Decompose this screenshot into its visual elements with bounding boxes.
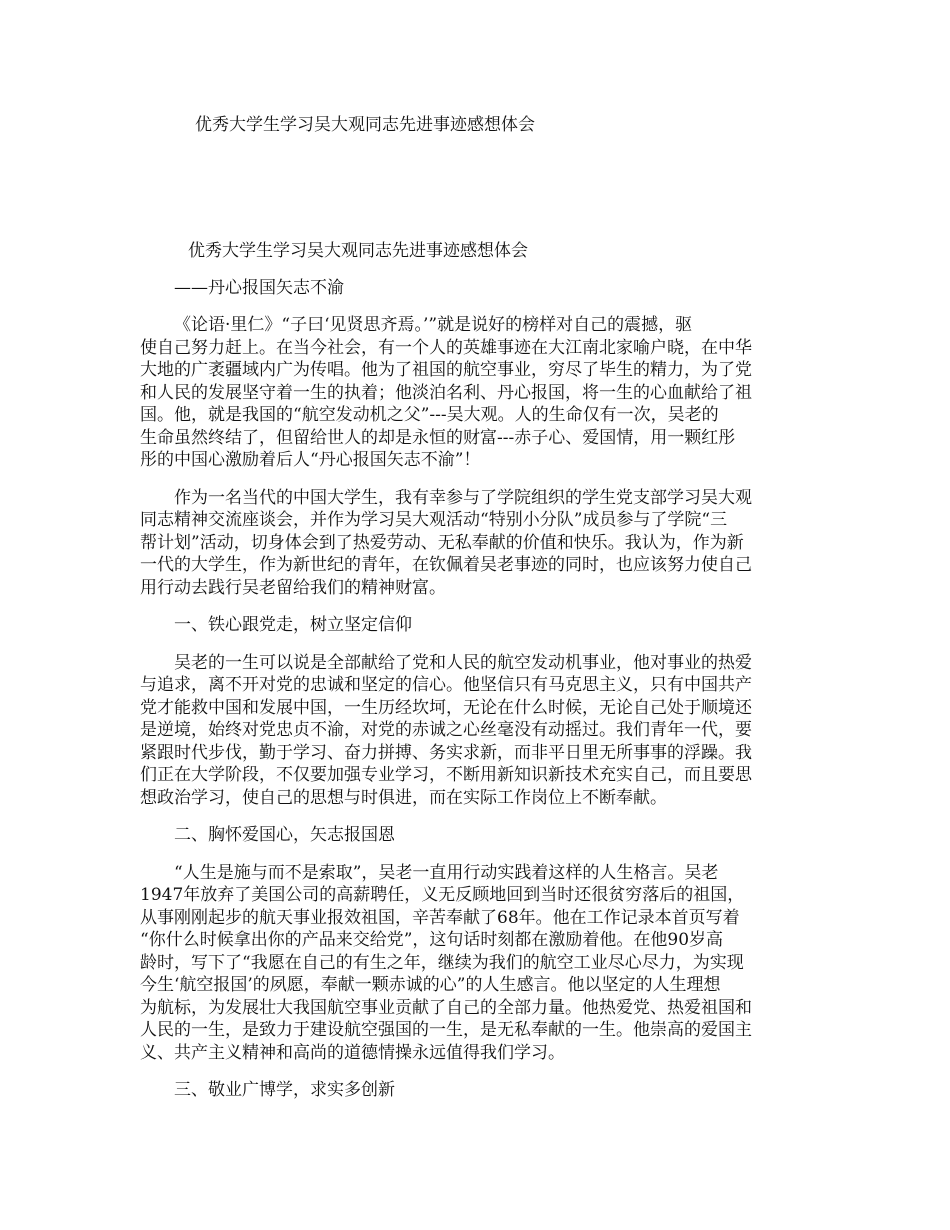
paragraph-line: 是逆境，始终对党忠贞不渝，对党的赤诚之心丝毫没有动摇过。我们青年一代，要: [140, 720, 752, 740]
paragraph-line: 今生‘航空报国’的夙愿，奉献一颗赤诚的心”的人生感言。他以坚定的人生理想: [140, 975, 721, 995]
paragraph-3: [140, 652, 812, 810]
paragraph-line: 们正在大学阶段，不仅要加强专业学习，不断用新知识新技术充实自己，而且要思: [140, 765, 752, 785]
paragraph-1: [140, 314, 812, 472]
paragraph-line: 龄时，写下了“我愿在自己的有生之年，继续为我们的航空工业尽心尽力，为实现: [140, 952, 744, 973]
paragraph-line: 生命虽然终结了，但留给世人的却是永恒的财富---赤子心、爱国情，用一颗红彤: [140, 427, 736, 448]
paragraph-line: 想政治学习，使自己的思想与时俱进，而在实际工作岗位上不断奉献。: [140, 787, 667, 808]
paragraph-line: 同志精神交流座谈会，并作为学习吴大观活动“特别小分队”成员参与了学院“三: [140, 510, 728, 530]
section-heading: 一、铁心跟党走，树立坚定信仰: [174, 615, 412, 635]
document-title: 优秀大学生学习吴大观同志先进事迹感想体会: [195, 115, 535, 135]
paragraph-line: 1947年放弃了美国公司的高薪聘任，义无反顾地回到当时还很贫穷落后的祖国，: [140, 885, 745, 905]
paragraph-line: 国。他，就是我国的“航空发动机之父”---吴大观。人的生命仅有一次，吴老的: [140, 405, 719, 425]
document-body: [140, 240, 812, 1102]
paragraph-line: 与追求，离不开对党的忠诚和坚定的信心。他坚信只有马克思主义，只有中国共产: [140, 675, 752, 695]
paragraph-line: 帮计划”活动，切身体会到了热爱劳动、无私奉献的价值和快乐。我认为，作为新: [140, 532, 744, 553]
paragraph-line: 一代的大学生，作为新世纪的青年，在钦佩着吴老事迹的同时，也应该努力使自己: [140, 555, 752, 575]
paragraph-line: 义、共产主义精神和高尚的道德情操永远值得我们学习。: [140, 1042, 565, 1063]
article-heading: 优秀大学生学习吴大观同志先进事迹感想体会: [188, 241, 528, 261]
paragraph-line: 党才能救中国和发展中国，一生历经坎坷，无论在什么时候，无论自己处于顺境还: [140, 697, 752, 718]
paragraph-line: 人民的一生，是致力于建设航空强国的一生，是无私奉献的一生。他崇高的爱国主: [140, 1020, 752, 1040]
paragraph-line: 紧跟时代步伐，勤于学习、奋力拼搏、务实求新，而非平日里无所事事的浮躁。我: [140, 742, 752, 763]
paragraph-line: 用行动去践行吴老留给我们的精神财富。: [140, 577, 446, 598]
paragraph-line: 和人民的发展坚守着一生的执着；他淡泊名利、丹心报国，将一生的心血献给了祖: [140, 382, 752, 403]
paragraph-line: 吴老的一生可以说是全部献给了党和人民的航空发动机事业，他对事业的热爱: [174, 652, 752, 673]
paragraph-line: 大地的广袤疆域内广为传唱。他为了祖国的航空事业，穷尽了毕生的精力，为了党: [140, 360, 752, 380]
paragraph-4: [140, 862, 812, 1065]
section-heading: 三、敬业广博学，求实多创新: [174, 1080, 395, 1100]
paragraph-line: 为航标，为发展壮大我国航空事业贡献了自己的全部力量。他热爱党、热爱祖国和: [140, 997, 752, 1018]
paragraph-2: [140, 487, 812, 600]
paragraph-line: 作为一名当代的中国大学生，我有幸参与了学院组织的学生党支部学习吴大观: [174, 487, 752, 508]
paragraph-line: 《论语·里仁》“子曰‘见贤思齐焉。’”就是说好的榜样对自己的震撼，驱: [174, 315, 693, 335]
paragraph-line: 从事刚刚起步的航天事业报效祖国，辛苦奉献了68年。他在工作记录本首页写着: [140, 907, 740, 928]
paragraph-line: 使自己努力赶上。在当今社会，有一个人的英雄事迹在大江南北家喻户晓，在中华: [140, 337, 752, 358]
paragraph-line: “你什么时候拿出你的产品来交给党”，这句话时刻都在激励着他。在他90岁高: [140, 930, 724, 950]
paragraph-line: 彤的中国心激励着后人“丹心报国矢志不渝”！: [140, 450, 481, 470]
paragraph-line: “人生是施与而不是索取”，吴老一直用行动实践着这样的人生格言。吴老: [174, 862, 719, 883]
section-heading: 二、胸怀爱国心，矢志报国恩: [174, 825, 395, 845]
article-subtitle: ——丹心报国矢志不渝: [174, 277, 344, 298]
